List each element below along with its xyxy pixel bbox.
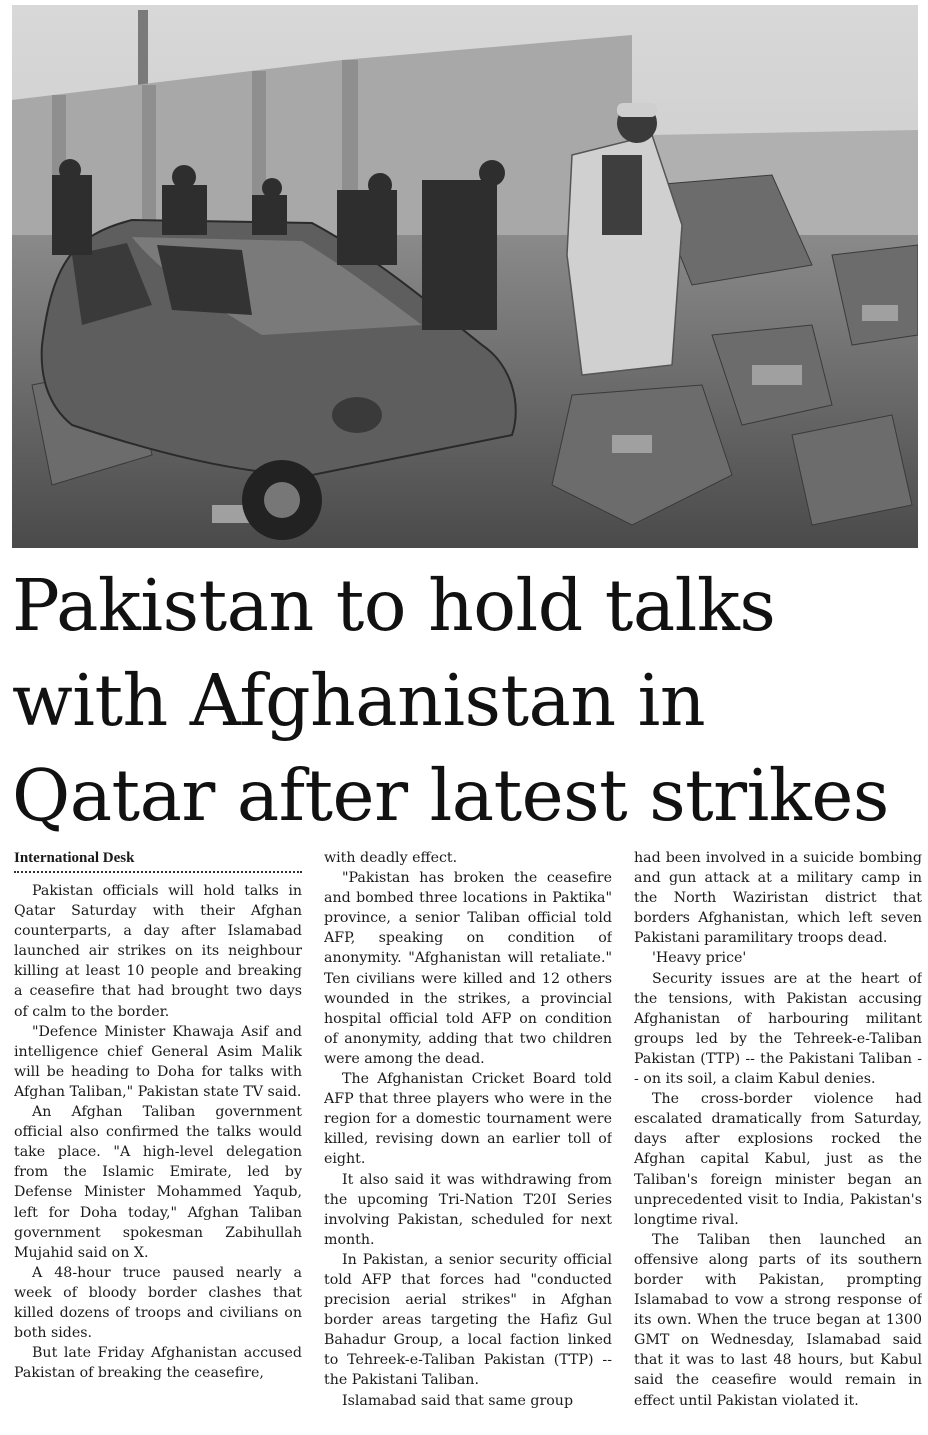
paragraph: Security issues are at the heart of the tensions, with Pakistan accusing Afghanistan of harbouring militant groups led by the Tehreek-e-Taliban Pakistan (TTP) -- the Pakistani Taliban -- on its soil, a claim Kabul denies. xyxy=(634,970,922,1088)
paragraph: Islamabad said that same group xyxy=(342,1392,574,1409)
paragraph-continuation: with deadly effect. xyxy=(324,850,458,866)
paragraph: The Afghanistan Cricket Board told AFP that three players who were in the region for a domestic tournament were killed, revising down an earlier toll of eight. xyxy=(324,1071,612,1168)
paragraph: An Afghan Taliban government official also confirmed the talks would take place. "A high-level delegation from the Islamic Emirate, led by Defense Minister Mohammed Yaqub, left for Doha today," Afghan Taliban government spokesman Zabihullah Mujahid said on X. xyxy=(14,1104,302,1261)
paragraph: It also said it was withdrawing from the upcoming Tri-Nation T20I Series involving Pakistan, scheduled for next month. xyxy=(324,1171,612,1248)
headline: Pakistan to hold talks with Afghanistan in Qatar after latest strikes xyxy=(12,564,889,837)
photo-bombed-car-rubble-icon xyxy=(12,5,918,548)
subheading: 'Heavy price' xyxy=(652,950,747,967)
paragraph: A 48-hour truce paused nearly a week of bloody border clashes that killed dozens of troops and civilians on both sides. xyxy=(14,1264,302,1342)
news-photo xyxy=(12,5,918,548)
paragraph: In Pakistan, a senior security official told AFP that forces had "conducted precision aerial strikes" in Afghan border areas targeting the Hafiz Gul Bahadur Group, a local faction linked to Tehreek-e-Taliban Pakistan (TTP) -- the Pakistani Taliban. xyxy=(324,1251,612,1389)
paragraph: The Taliban then launched an offensive along parts of its southern border with Pakistan, prompting Islamabad to vow a strong response of its own. When the truce began at 1300 GMT on Wednesday, Islamabad said that it was to last 48 hours, but Kabul said the ceasefire would remain in effect until Pakistan violated it. xyxy=(634,1231,922,1409)
byline: International Desk xyxy=(14,848,302,873)
article-column-2 xyxy=(324,848,612,1428)
paragraph: "Pakistan has broken the ceasefire and bombed three locations in Paktika" province, a senior Taliban official told AFP, speaking on condition of anonymity. "Afghanistan will retaliate." Ten civilians were killed and 12 others wounded in the strikes, a provincial hospital official told AFP on condition of anonymity, adding that two children were among the dead. xyxy=(324,870,612,1067)
article-column-3 xyxy=(634,848,922,1428)
paragraph: Pakistan officials will hold talks in Qatar Saturday with their Afghan counterparts, a day after Islamabad launched air strikes on its neighbour killing at least 10 people and breaking a ceasefire that had brought two days of calm to the border. xyxy=(14,883,302,1020)
paragraph: But late Friday Afghanistan accused Pakistan of breaking the ceasefire, xyxy=(14,1345,302,1382)
article-column-1 xyxy=(14,848,302,1428)
paragraph: "Defence Minister Khawaja Asif and intelligence chief General Asim Malik will be heading to Doha for talks with Afghan Taliban," Pakistan state TV said. xyxy=(14,1023,302,1100)
paragraph: The cross-border violence had escalated dramatically from Saturday, days after explosions rocked the Afghan capital Kabul, just as the Taliban's foreign minister began an unprecedented visit to India, Pakistan's longtime rival. xyxy=(634,1091,922,1228)
paragraph-continuation: had been involved in a suicide bombing and gun attack at a military camp in the North Waziristan district that borders Afghanistan, which left seven Pakistani paramilitary troops dead. xyxy=(634,850,922,947)
